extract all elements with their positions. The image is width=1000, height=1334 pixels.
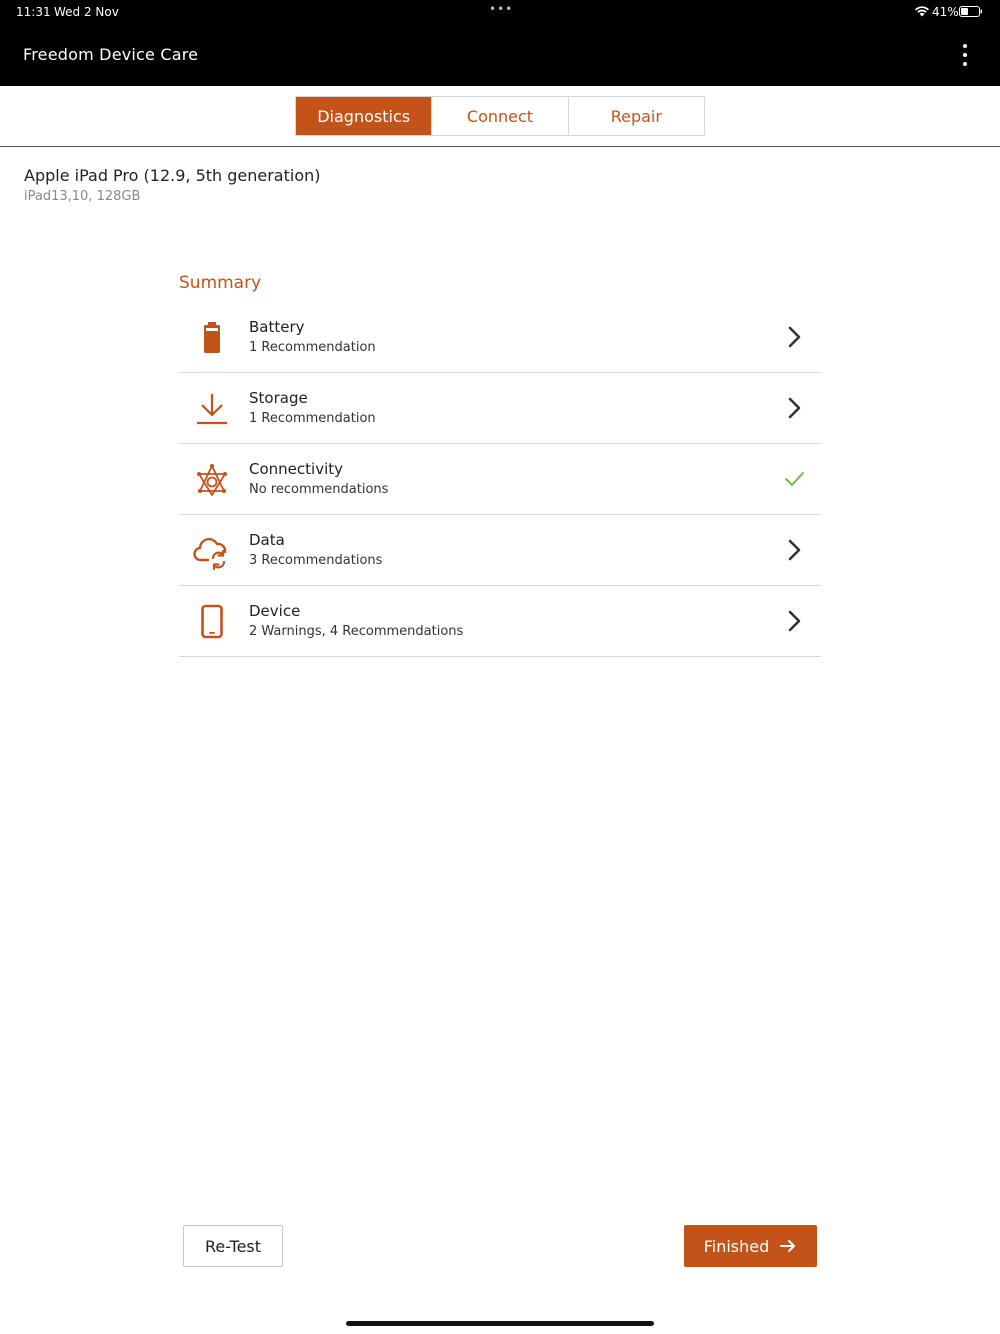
summary-sub: 2 Warnings, 4 Recommendations xyxy=(249,624,464,639)
multitasking-dots-icon[interactable]: ••• xyxy=(489,2,514,16)
summary-label: Battery xyxy=(249,318,305,336)
more-options-icon[interactable] xyxy=(956,44,974,66)
finished-button-label: Finished xyxy=(703,1236,770,1256)
device-details: iPad13,10, 128GB xyxy=(24,189,141,204)
arrow-right-icon xyxy=(779,1237,797,1255)
home-indicator xyxy=(346,1321,654,1326)
battery-icon xyxy=(193,319,231,357)
summary-row-storage[interactable] xyxy=(179,373,821,444)
summary-sub: No recommendations xyxy=(249,482,389,497)
tab-diagnostics[interactable]: Diagnostics xyxy=(296,97,431,135)
chevron-right-icon xyxy=(783,538,805,562)
summary-sub: 1 Recommendation xyxy=(249,340,376,355)
summary-row-data[interactable] xyxy=(179,515,821,586)
summary-label: Device xyxy=(249,602,301,620)
summary-list xyxy=(179,302,821,657)
app-header xyxy=(0,0,1000,86)
summary-sub: 3 Recommendations xyxy=(249,553,383,568)
chevron-right-icon xyxy=(783,325,805,349)
app-title: Freedom Device Care xyxy=(23,45,199,64)
summary-row-battery[interactable] xyxy=(179,302,821,373)
device-name: Apple iPad Pro (12.9, 5th generation) xyxy=(24,166,321,185)
chevron-right-icon xyxy=(783,609,805,633)
summary-label: Data xyxy=(249,531,285,549)
status-battery-icon xyxy=(959,6,983,17)
status-date: Wed 2 Nov xyxy=(54,5,119,19)
check-icon xyxy=(783,467,805,491)
battery-percent: 41% xyxy=(932,5,959,19)
summary-row-connectivity[interactable] xyxy=(179,444,821,515)
retest-button[interactable]: Re-Test xyxy=(183,1225,283,1267)
tabs-divider xyxy=(0,146,1000,147)
tab-repair[interactable]: Repair xyxy=(568,97,704,135)
tab-connect[interactable]: Connect xyxy=(431,97,567,135)
summary-title: Summary xyxy=(179,273,262,293)
segmented-tabs xyxy=(295,96,705,136)
status-time: 11:31 xyxy=(16,5,51,19)
cloud-sync-icon xyxy=(193,532,231,570)
chevron-right-icon xyxy=(783,396,805,420)
summary-sub: 1 Recommendation xyxy=(249,411,376,426)
summary-label: Storage xyxy=(249,389,308,407)
connectivity-icon xyxy=(193,461,231,499)
download-icon xyxy=(193,390,231,428)
tablet-icon xyxy=(193,603,231,641)
finished-button[interactable] xyxy=(684,1225,817,1267)
wifi-icon xyxy=(914,5,930,17)
summary-label: Connectivity xyxy=(249,460,343,478)
summary-row-device[interactable] xyxy=(179,586,821,657)
